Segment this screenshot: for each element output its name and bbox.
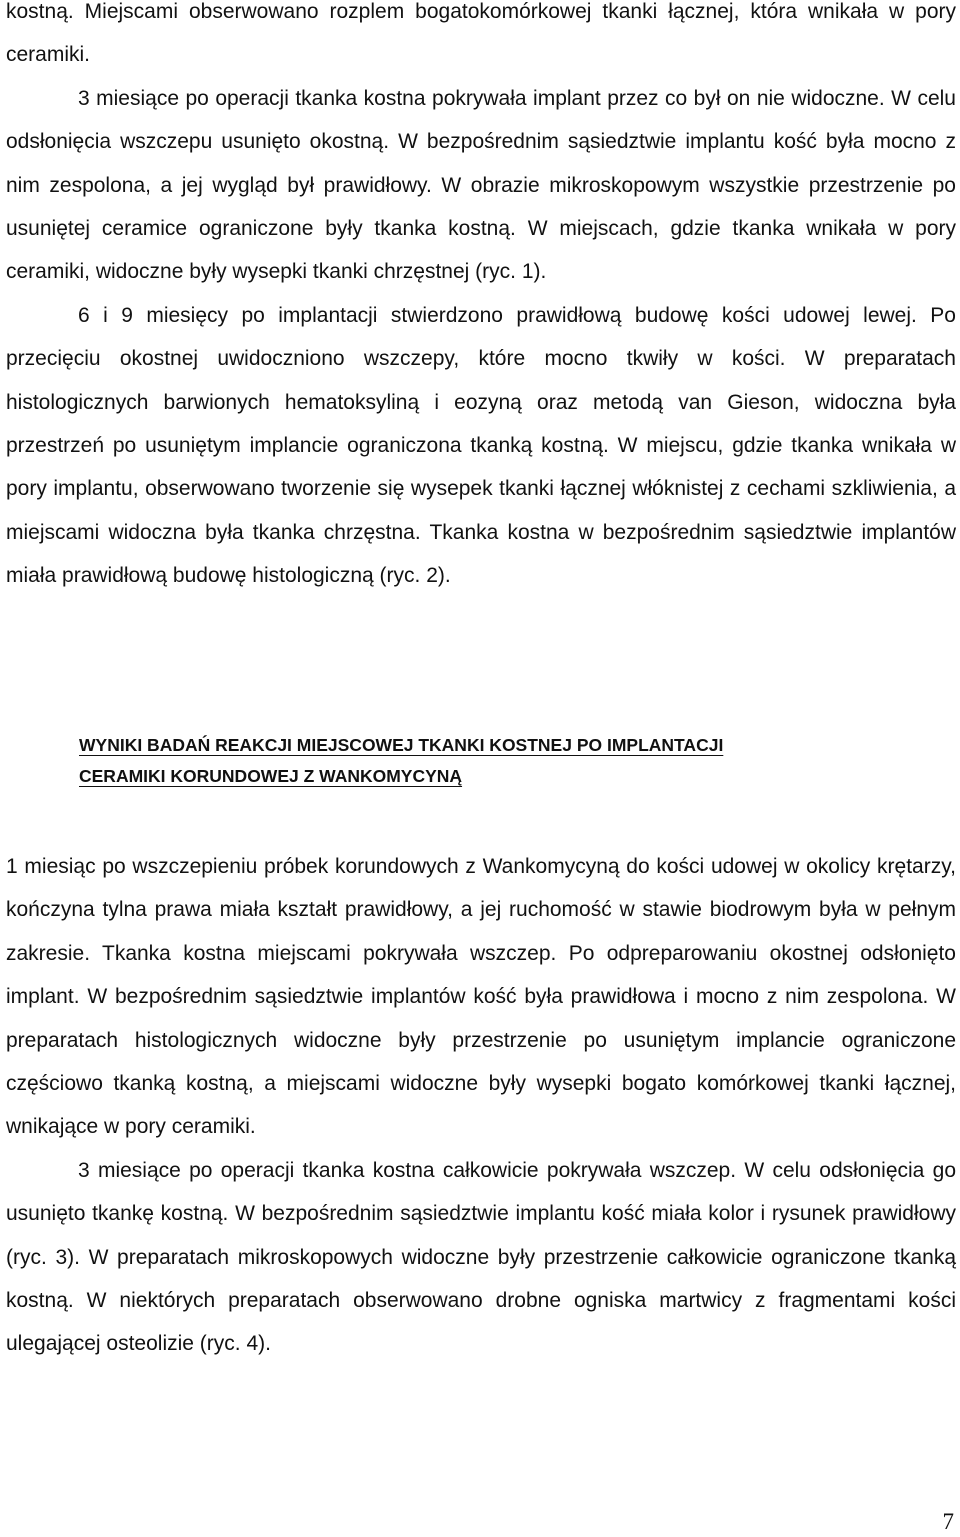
section-body [6, 845, 956, 1366]
paragraph-continuation: kostną. Miejscami obserwowano rozplem bogatokomórkowej tkanki łącznej, która wnikała w pory ceramiki. [6, 0, 956, 67]
paragraph-6-9-months: 6 i 9 miesięcy po implantacji stwierdzono prawidłową budowę kości udowej lewej. Po przecięciu okostnej uwidoczniono wszczepy, które mocno tkwiły w kości. W preparatach histologicznych barwionych hematoksyliną i eozyną oraz metodą van Gieson, widoczna była przestrzeń po usuniętym implancie ograniczona tkanką kostną. W miejscu, gdzie tkanka wnikała w pory implantu, obserwowano tworzenie się wysepek tkanki łącznej włóknistej z cechami szkliwienia, a miejscami widoczna była tkanka chrzęstna. Tkanka kostna w bezpośrednim sąsiedztwie implantów miała prawidłową budowę histologiczną (ryc. 2). [6, 303, 956, 588]
page-number: 7 [942, 1509, 954, 1534]
section-heading-line-2: CERAMIKI KORUNDOWEJ Z WANKOMYCYNĄ [79, 766, 463, 786]
document-page [6, 0, 956, 1356]
paragraph-1-month: 1 miesiąc po wszczepieniu próbek korundowych z Wankomycyną do kości udowej w okolicy krętarzy, kończyna tylna prawa miała kształt prawidłowy, a jej ruchomość w stawie biodrowym była w pełnym zakresie. Tkanka kostna miejscami pokrywała wszczep. Po odpreparowaniu okostnej odsłonięto implant. W bezpośrednim sąsiedztwie implantów kość była prawidłowa i mocno z nim zespolona. W preparatach histologicznych widoczne były przestrzenie po usuniętym implancie ograniczone częściowo tkanką kostną, a miejscami widoczne były wysepki bogato komórkowej tkanki łącznej, wnikające w pory ceramiki. [6, 855, 956, 1139]
paragraph-3-months: 3 miesiące po operacji tkanka kostna pokrywała implant przez co był on nie widoczne. W celu odsłonięcia wszczepu usunięto okostną. W bezpośrednim sąsiedztwie implantu kość była mocno z nim zespolona, a jej wygląd był prawidłowy. W obrazie mikroskopowym wszystkie przestrzenie po usuniętej ceramice ograniczone były tkanka kostną. W miejscach, gdzie tkanka wnikała w pory ceramiki, widoczne były wysepki tkanki chrzęstnej (ryc. 1). [6, 86, 956, 284]
paragraph-3-months-vancomycin: 3 miesiące po operacji tkanka kostna całkowicie pokrywała wszczep. W celu odsłonięcia go usunięto tkankę kostną. W bezpośrednim sąsiedztwie implantu kość miała kolor i rysunek prawidłowy (ryc. 3). W preparatach mikroskopowych widoczne były przestrzenie całkowicie ograniczone tkanką kostną. W niektórych preparatach obserwowano drobne ogniska martwicy z fragmentami kości ulegającej osteolizie (ryc. 4). [6, 1158, 956, 1356]
section-heading [6, 730, 939, 792]
section-heading-line-1: WYNIKI BADAŃ REAKCJI MIEJSCOWEJ TKANKI KOSTNEJ PO IMPLANTACJI [79, 735, 724, 755]
